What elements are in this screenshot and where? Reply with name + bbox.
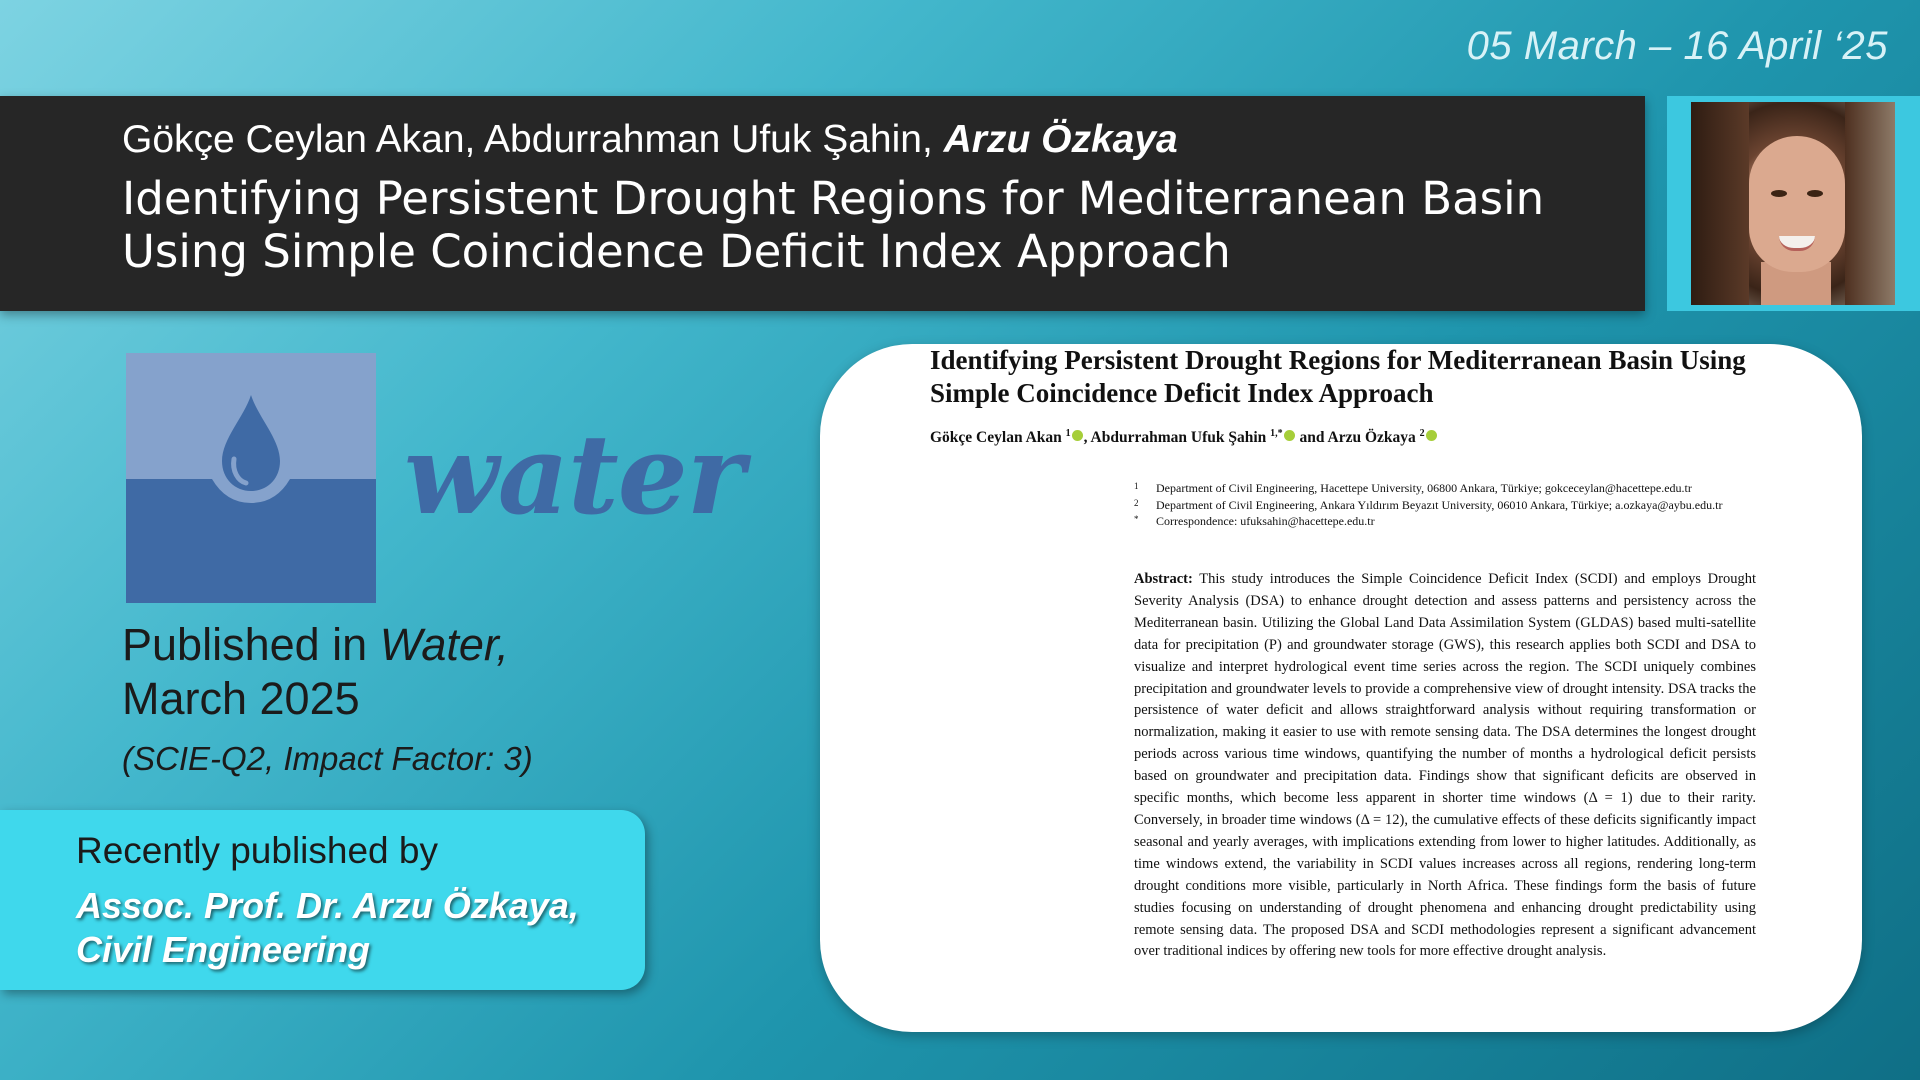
paper-author-1: Gökçe Ceylan Akan bbox=[930, 429, 1062, 447]
paper-author-1-sup: 1 bbox=[1065, 428, 1071, 439]
paper-author-3-sup: 2 bbox=[1419, 428, 1425, 439]
paper-title: Identifying Persistent Drought Regions for Mediterranean Basin Using Simple Coincidence Deficit Index Approach bbox=[930, 345, 1746, 408]
published-prefix: Published in bbox=[122, 619, 380, 670]
header-title: Identifying Persistent Drought Regions for Mediterranean Basin Using Simple Coincidence Deficit Index Approach bbox=[122, 172, 1545, 278]
date-range: 05 March – 16 April ‘25 bbox=[1466, 24, 1888, 68]
abstract-label: Abstract: bbox=[1134, 571, 1193, 587]
recently-published-label: Recently published by bbox=[76, 830, 438, 871]
recent-author-department: Civil Engineering bbox=[76, 929, 371, 970]
header-bar bbox=[0, 96, 1645, 311]
abstract-text: This study introduces the Simple Coincidence Deficit Index (SCDI) and employs Drought Severity Analysis (DSA) to enhance drought detection and assess patterns and persistency across the Mediterranean basin. Utilizing the Global Land Data Assimilation System (GLDAS) based multi-satellite data for precipitation (P) and groundwater storage (GWS), this research applies both SCDI and DSA to visualize and interpret hydrological event time series across the region. The SCDI uniquely combines precipitation and groundwater levels to provide a comprehensive view of drought intensity. DSA tracks the persistence of water deficit and allows straightforward analysis without requiring transformation or normalization, making it easier to use with remote sensing data. The DSA determines the longest drought periods across various time windows, quantifying the number of months a hydrological deficit persists based on groundwater and precipitation data. Findings show that significant deficits are observed in specific months, which become less apparent in shorter time windows (Δ = 1) due to their rarity. Conversely, in broader time windows (Δ = 12), the cumulative effects of these deficits significantly impact seasonal and yearly averages, with implications extending from lower to higher latitudes. Additionally, as time windows extend, the variability in SCDI values increases across all regions, rendering long-term drought conditions more visible, particularly in North Africa. These findings form the basis of future studies focusing on understanding of drought phenomena and enhancing drought predictability using remote sensing data. The proposed DSA and SCDI methodologies represent a significant advancement over traditional indices by offering new tools for more effective drought analysis. bbox=[1134, 571, 1756, 960]
paper-affiliations bbox=[1134, 480, 1734, 530]
header-authors-plain: Gökçe Ceylan Akan, Abdurrahman Ufuk Şahin, bbox=[122, 118, 944, 161]
recent-author-name bbox=[76, 884, 579, 972]
affiliation-item: 1 Department of Civil Engineering, Hacettepe University, 06800 Ankara, Türkiye; gokceceylan@hacettepe.edu.tr bbox=[1134, 481, 1692, 495]
journal-name: Water, bbox=[379, 619, 509, 670]
journal-logo-word: water bbox=[404, 410, 744, 539]
impact-factor: (SCIE-Q2, Impact Factor: 3) bbox=[122, 740, 533, 777]
paper-author-2-sup: 1,* bbox=[1270, 428, 1283, 439]
header-authors bbox=[122, 118, 1178, 162]
affiliation-item: 2 Department of Civil Engineering, Ankara Yıldırım Beyazıt University, 06010 Ankara, Türkiye; a.ozkaya@aybu.edu.tr bbox=[1134, 497, 1723, 512]
header-author-highlight: Arzu Özkaya bbox=[943, 118, 1178, 161]
recently-published-box bbox=[0, 810, 645, 990]
published-date: March 2025 bbox=[122, 673, 360, 724]
paper-authors bbox=[930, 428, 1438, 447]
published-info bbox=[122, 618, 509, 726]
affiliation-item: * Correspondence: ufuksahin@hacettepe.edu.tr bbox=[1134, 514, 1375, 528]
water-drop-icon bbox=[126, 353, 376, 603]
paper-author-2: , Abdurrahman Ufuk Şahin bbox=[1083, 429, 1267, 447]
recent-author-title: Assoc. Prof. Dr. Arzu Özkaya, bbox=[76, 885, 579, 926]
author-photo-frame bbox=[1667, 96, 1920, 311]
paper-preview bbox=[820, 344, 1862, 1032]
orcid-icon bbox=[1284, 430, 1295, 441]
orcid-icon bbox=[1426, 430, 1437, 441]
author-photo bbox=[1691, 102, 1895, 305]
orcid-icon bbox=[1072, 430, 1083, 441]
paper-author-3: and Arzu Özkaya bbox=[1295, 429, 1416, 447]
water-journal-logo-icon bbox=[126, 353, 376, 603]
paper-abstract bbox=[1134, 569, 1756, 963]
